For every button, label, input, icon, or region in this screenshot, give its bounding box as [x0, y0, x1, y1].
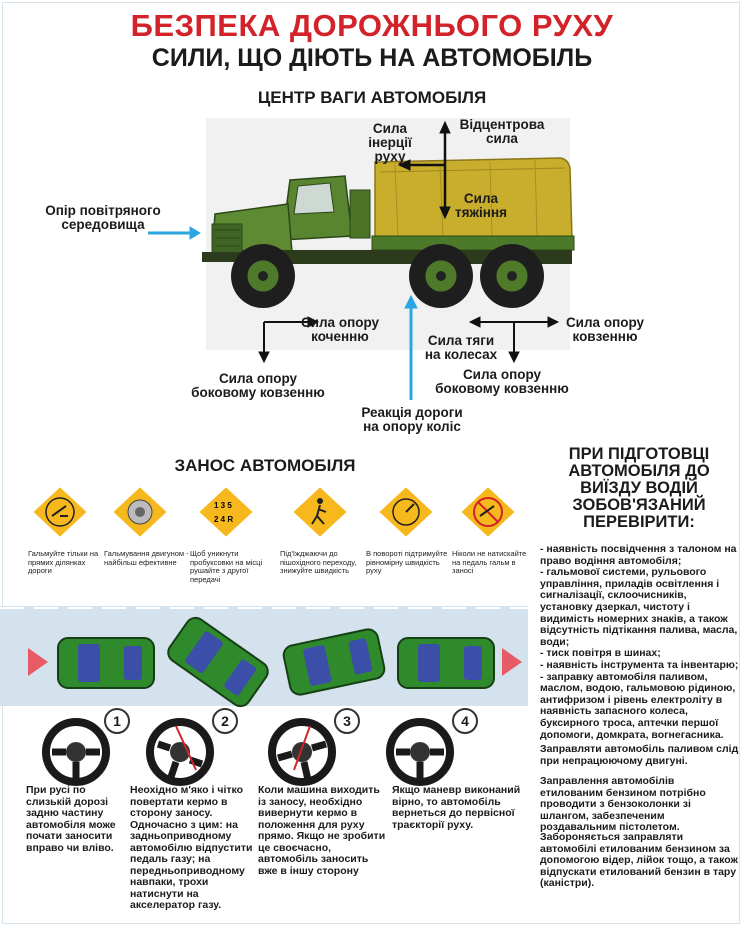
- steering-wheel-2-icon: [150, 722, 210, 782]
- svg-text:2 4 R: 2 4 R: [214, 515, 234, 524]
- air-resistance-label: Опір повітряного середовища: [45, 203, 161, 232]
- steering-wheel-3-icon: [272, 722, 332, 782]
- car-4-icon: [398, 638, 494, 688]
- lateral-front-label: Сила опору боковому ковзенню: [191, 371, 325, 400]
- skid-step-text-1: При русі по слизькій дорозі задню частину автомобіля може почати заносити вправо чи вліво.: [26, 784, 116, 854]
- skid-tip-3: Щоб уникнути пробуксовки на місці рушайте з другої передачі: [190, 549, 263, 584]
- poster-title: БЕЗПЕКА ДОРОЖНЬОГО РУХУ: [130, 8, 614, 43]
- checklist-item: - тиск повітря в шинах;: [540, 647, 661, 660]
- sign-second-gear-icon: [198, 486, 254, 538]
- rolling-front-label: Сила опору коченню: [300, 315, 380, 344]
- checklist-item: - наявність посвідчення з талоном на право водіння автомобіля;: [540, 543, 737, 567]
- skid-tip-5: В повороті підтримуйте рівномірну швидкість руху: [366, 549, 448, 575]
- inertia-label: Сила інерції руху: [368, 121, 412, 164]
- fuel-paragraph-2: Заправлення автомобілів етилованим бензином потрібно проводити з бензоколонки зі шлангом, забезпеченим роздавальним пістолетом.: [540, 775, 706, 834]
- sign-speedometer-icon: [378, 486, 434, 538]
- skid-tip-1: Гальмуйте тільки на прямих ділянках дороги: [28, 549, 99, 575]
- steering-wheel-1-icon: [46, 722, 106, 782]
- step-number-3: 3: [334, 708, 360, 734]
- centrifugal-label: Відцентрова сила: [459, 117, 545, 146]
- fuel-paragraph-1: Заправляти автомобіль паливом слід при непрацюючому двигуні.: [540, 743, 739, 767]
- checklist-item: - наявність інструмента та інвентарю;: [540, 658, 739, 671]
- steering-wheel-4-icon: [390, 722, 450, 782]
- step-number-4: 4: [452, 708, 478, 734]
- skid-title: ЗАНОС АВТОМОБІЛЯ: [174, 456, 356, 475]
- step-number-2: 2: [212, 708, 238, 734]
- fuel-paragraph-3: Забороняється заправляти автомобілі етилованим бензином за допомогою відер, лійок тощо, а також відпускати етилований бензин в тару (каністри).: [540, 831, 738, 890]
- traction-label: Сила тяги на колесах: [424, 333, 498, 362]
- center-of-gravity-title: ЦЕНТР ВАГИ АВТОМОБІЛЯ: [257, 88, 487, 107]
- road-reaction-label: Реакція дороги на опору коліс: [361, 405, 463, 434]
- poster-subtitle: СИЛИ, ЩО ДІЮТЬ НА АВТОМОБІЛЬ: [151, 44, 593, 72]
- rolling-rear-label: Сила опору ковзенню: [565, 315, 645, 344]
- checklist-items: [540, 544, 740, 741]
- skid-tip-2: Гальмування двигуном - найбільш ефективне: [104, 549, 189, 567]
- car-1-icon: [58, 638, 154, 688]
- skid-step-text-2: Неохідно м'яко і чітко повертати кермо в сторону заносу. Одночасно з цим: на задньоприводному автомобілю відпустити педаль газу; на передньоприводному навпаки, трохи натиснути на акселератор газу.: [130, 784, 253, 911]
- skid-step-text-3: Коли машина виходить із заносу, необхідно вивернути кермо в положення для руху прямо. Якщо не зробити це своєчасно, автомобіль заносить вже в іншу сторону: [258, 784, 386, 877]
- skid-step-text-4: Якщо маневр виконаний вірно, то автомобіль вернеться до первісної траєкторії руху.: [392, 784, 521, 831]
- sign-pedestrian-crossing-icon: [292, 486, 348, 538]
- sign-no-brake-skid-icon: [460, 486, 516, 538]
- svg-text:1 3 5: 1 3 5: [214, 501, 232, 510]
- sign-engine-braking-icon: [112, 486, 168, 538]
- gravity-label: Сила тяжіння: [455, 191, 507, 220]
- sign-braking-straight-icon: [32, 486, 88, 538]
- skid-tip-6: Ніколи не натискайте на педаль гальм в заносі: [452, 549, 527, 575]
- skid-tip-4: Під'їжджаючи до пішохідного переходу, знижуйте швидкість: [280, 549, 357, 575]
- lateral-rear-label: Сила опору боковому ковзенню: [435, 367, 569, 396]
- checklist-item: - гальмової системи, рульового управління, приладів освітлення і сигналізації, склоочисників, установку дзеркал, чистоту і видимість номерних знаків, а також відсутність підтікання палива, масла, води;: [540, 566, 738, 648]
- checklist-title: ПРИ ПІДГОТОВЦІ АВТОМОБІЛЯ ДО ВИЇЗДУ ВОДІЙ ЗОБОВ'ЯЗАНИЙ ПЕРЕВІРИТИ:: [568, 445, 710, 531]
- step-number-1: 1: [104, 708, 130, 734]
- checklist-item: - заправку автомобіля паливом, маслом, водою, гальмовою рідиною, антифризом і рівень електроліту в наявність запасного колеса, буксирного троса, аптечки першої допомоги, домкрата, вогнегасника.: [540, 670, 736, 741]
